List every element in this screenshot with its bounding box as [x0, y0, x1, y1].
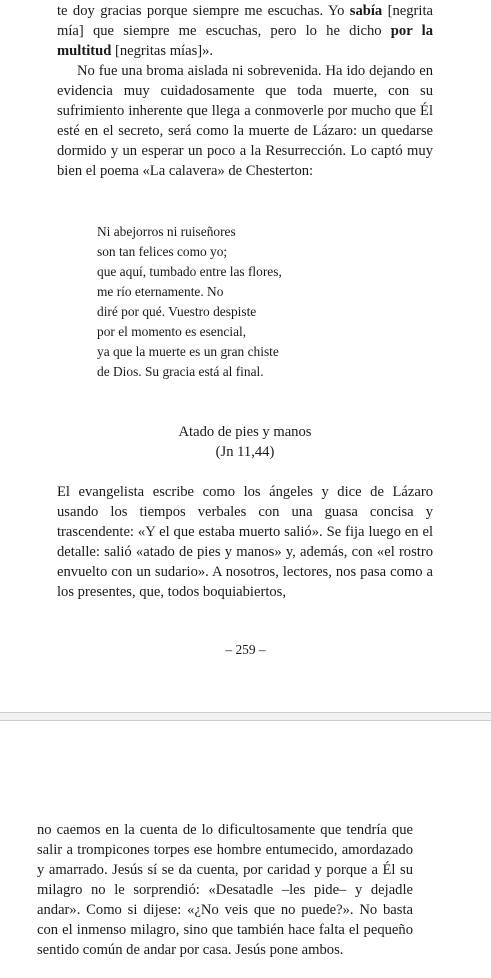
bold-phrase-por-la-multitud: por la multitud [57, 23, 433, 59]
poem-line: me río eternamente. No [97, 284, 224, 299]
paragraph-continuation [57, 1, 433, 61]
poem-line: que aquí, tumbado entre las flores, [97, 264, 282, 279]
text-run: [negrita mía] que siempre me escuchas, pero lo he dicho [57, 3, 434, 39]
section-heading [57, 422, 433, 462]
page-separator [0, 712, 491, 721]
poem-line: diré por qué. Vuestro despiste [97, 304, 257, 319]
paragraph-continuation: no caemos en la cuenta de lo dificultosamente que tendría que salir a trompicones torpes ese hombre entumecido, amordazado y amarrado. Jesús sí se da cuenta, por caridad y porque a Él su milagro no le sorprendió: «Desatadle –les pide– y dejadle andar». Como si dijese: «¿No veis que no puede?». No basta con el inmenso milagro, sino que también hace falta el pequeño sentido común de andar por casa. Jesús pone ambos. [37, 822, 413, 958]
poem-line: ya que la muerte es un gran chiste [97, 344, 279, 359]
poem-line: por el momento es esencial, [97, 324, 247, 339]
poem-line: de Dios. Su gracia está al final. [97, 364, 264, 379]
poem-la-calavera [97, 222, 282, 382]
poem-line: Ni abejorros ni ruiseñores [97, 224, 236, 239]
text-run: te doy gracias porque siempre me escuchas. Yo [57, 3, 350, 19]
page-260 [0, 721, 491, 978]
paragraph-broma: No fue una broma aislada ni sobrevenida. Ha ido dejando en evidencia muy cuidadosamente que toda muerte, con su sufrimiento inherente que llega a conmoverle por mucho que Él esté en el secreto, será como la muerte de Lázaro: un quedarse dormido y un esperar un poco a la Resurrección. Lo captó muy bien el poema «La calavera» de Chesterton: [57, 63, 433, 179]
page-number: – 259 – [225, 642, 266, 657]
paragraph-evangelista: El evangelista escribe como los ángeles y dice de Lázaro usando los tiempos verbales con una guasa concisa y trascendente: «Y el que estaba muerto salió». Se fija luego en el detalle: salió «atado de pies y manos» y, además, con «el rostro envuelto con un sudario». A nosotros, lectores, nos pasa como a los presentes, que, todos boquiabiertos, [57, 484, 433, 600]
text-run: [negritas mías]». [111, 43, 214, 59]
poem-line: son tan felices como yo; [97, 244, 228, 259]
section-reference: (Jn 11,44) [215, 444, 275, 460]
bold-word-sabia: sabía [349, 3, 383, 19]
section-title: Atado de pies y manos [178, 424, 312, 440]
